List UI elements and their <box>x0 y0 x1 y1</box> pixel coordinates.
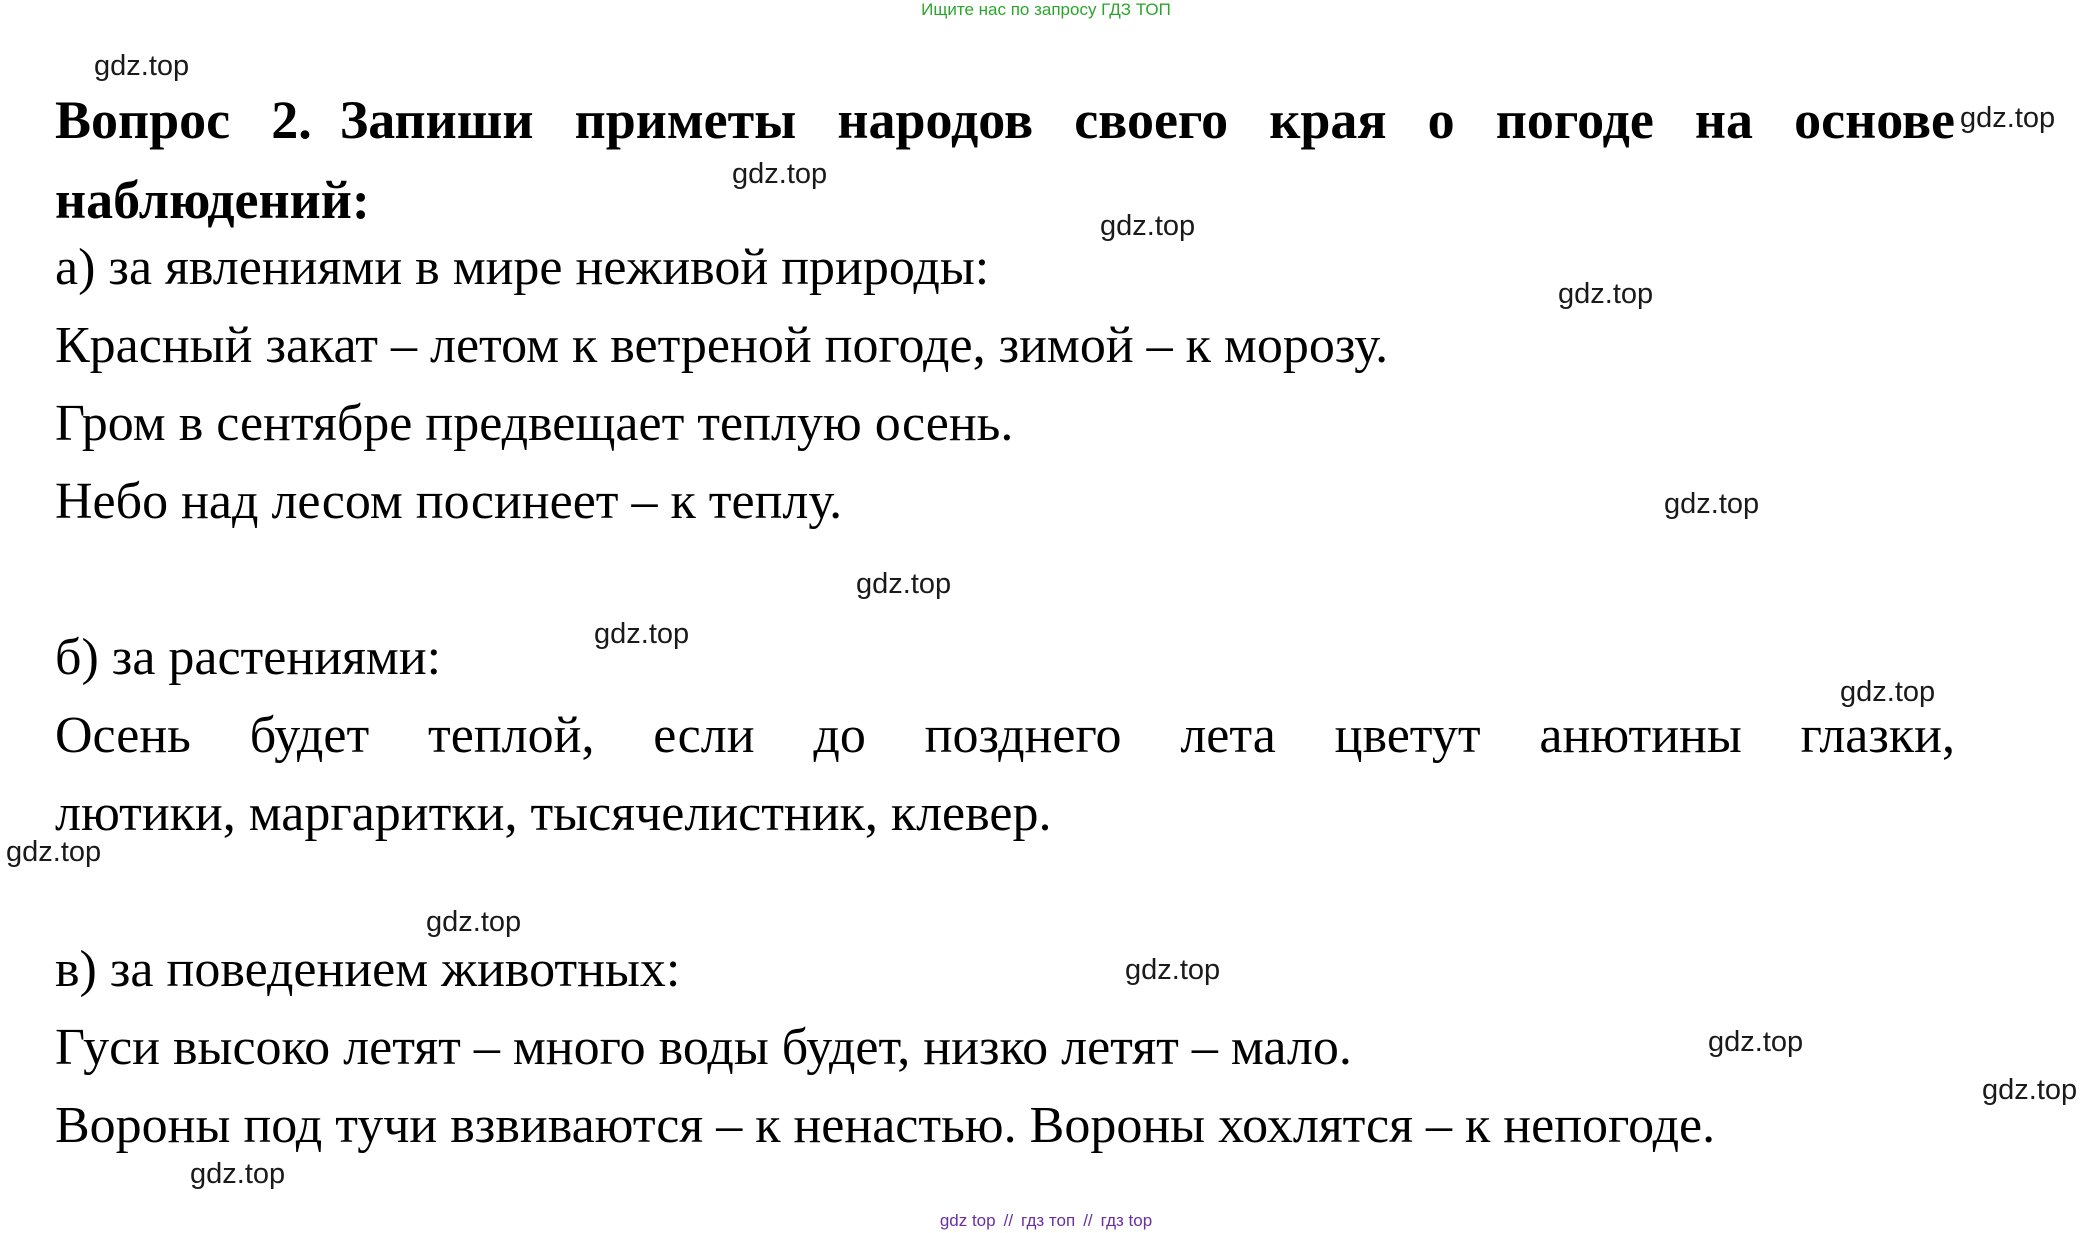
watermark: gdz.top <box>190 1158 286 1190</box>
question-text: Запиши приметы народов своего края о погоде на основе наблюдений: <box>55 90 1955 230</box>
section-a-heading: а) за явлениями в мире неживой природы: <box>55 239 990 296</box>
question-number: Вопрос 2. <box>55 90 312 150</box>
watermark: gdz.top <box>1960 102 2056 134</box>
section-a-line-2: Гром в сентябре предвещает теплую осень. <box>55 395 1014 452</box>
watermark: gdz.top <box>1708 1026 1804 1058</box>
section-a-line-1: Красный закат – летом к ветреной погоде, зимой – к морозу. <box>55 317 1389 374</box>
footer-item: gdz top <box>939 1211 996 1230</box>
section-b-heading: б) за растениями: <box>55 629 442 686</box>
watermark: gdz.top <box>1100 210 1196 242</box>
footer-item: гдз top <box>1100 1211 1153 1230</box>
footer-item: гдз топ <box>1021 1211 1076 1230</box>
watermark: gdz.top <box>1125 954 1221 986</box>
section-c-heading: в) за поведением животных: <box>55 941 681 998</box>
section-b-line-2: лютики, маргаритки, тысячелистник, клевер. <box>55 785 1052 842</box>
watermark: gdz.top <box>426 906 522 938</box>
watermark: gdz.top <box>732 158 828 190</box>
footer-separator: // <box>1083 1211 1093 1230</box>
top-banner: Ищите нас по запросу ГДЗ ТОП <box>921 0 1171 19</box>
footer-separator: // <box>1003 1211 1014 1230</box>
watermark: gdz.top <box>1840 676 1936 708</box>
question-title <box>55 80 1955 240</box>
section-c-line-1: Гуси высоко летят – много воды будет, низко летят – мало. <box>55 1019 1352 1076</box>
section-b-line-1: Осень будет теплой, если до позднего лета цветут анютины глазки, <box>55 707 1955 764</box>
section-c-line-2: Вороны под тучи взвиваются – к ненастью. Вороны хохлятся – к непогоде. <box>55 1097 1716 1154</box>
watermark: gdz.top <box>1558 278 1654 310</box>
watermark: gdz.top <box>594 618 690 650</box>
watermark: gdz.top <box>1982 1074 2078 1106</box>
section-a-line-3: Небо над лесом посинеет – к теплу. <box>55 473 843 530</box>
watermark: gdz.top <box>6 836 102 868</box>
footer <box>0 1211 2092 1231</box>
watermark: gdz.top <box>94 50 190 82</box>
watermark: gdz.top <box>856 568 952 600</box>
watermark: gdz.top <box>1664 488 1760 520</box>
